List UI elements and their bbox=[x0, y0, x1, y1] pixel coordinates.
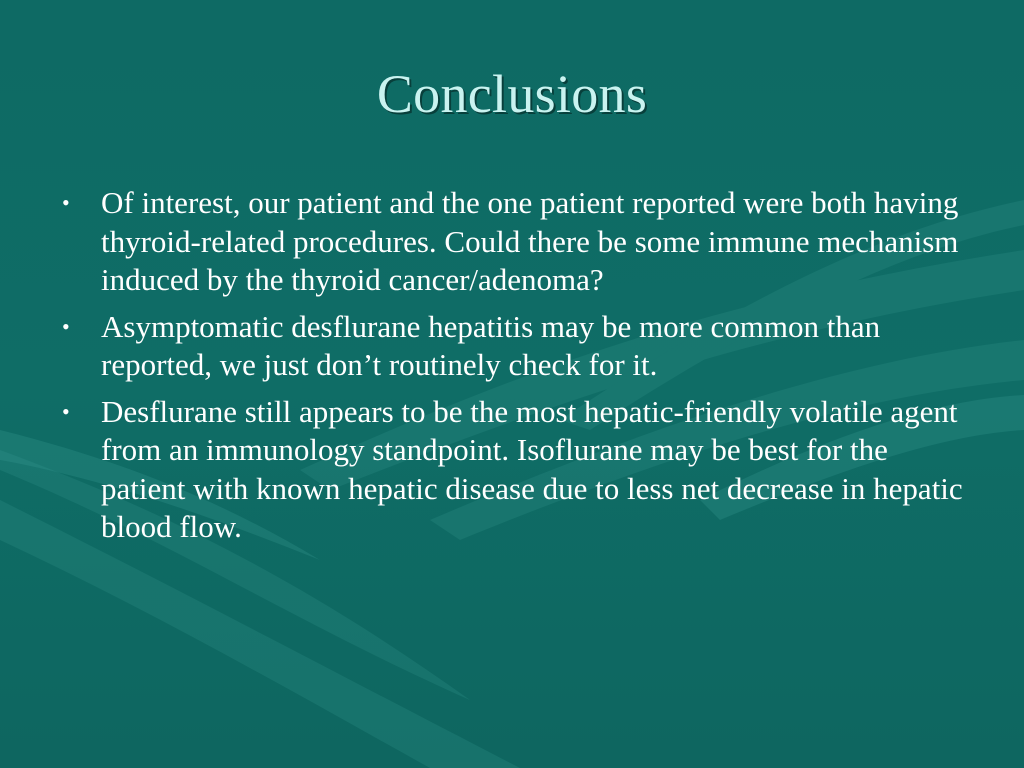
bullet-marker: • bbox=[62, 190, 70, 215]
bullet-item bbox=[60, 393, 970, 547]
bullet-marker: • bbox=[62, 398, 70, 424]
bullet-list bbox=[60, 184, 970, 555]
bullet-item bbox=[60, 308, 970, 385]
bullet-marker: • bbox=[62, 313, 70, 339]
bullet-text: Asymptomatic desflurane hepatitis may be more common than reported, we just don’t routinely check for it. bbox=[101, 308, 881, 382]
bullet-item bbox=[60, 184, 970, 300]
slide-title: Conclusions bbox=[376, 64, 648, 124]
bullet-text: Of interest, our patient and the one patient reported were both having thyroid-related procedures. Could there be some immune mechanism induced by the thyroid cancer/adenoma? bbox=[101, 185, 959, 297]
bullet-text: Desflurane still appears to be the most hepatic-friendly volatile agent from an immunology standpoint. Isoflurane may be best for the patient with known hepatic disease due to less net decrease in hepatic blood flow. bbox=[101, 393, 963, 544]
